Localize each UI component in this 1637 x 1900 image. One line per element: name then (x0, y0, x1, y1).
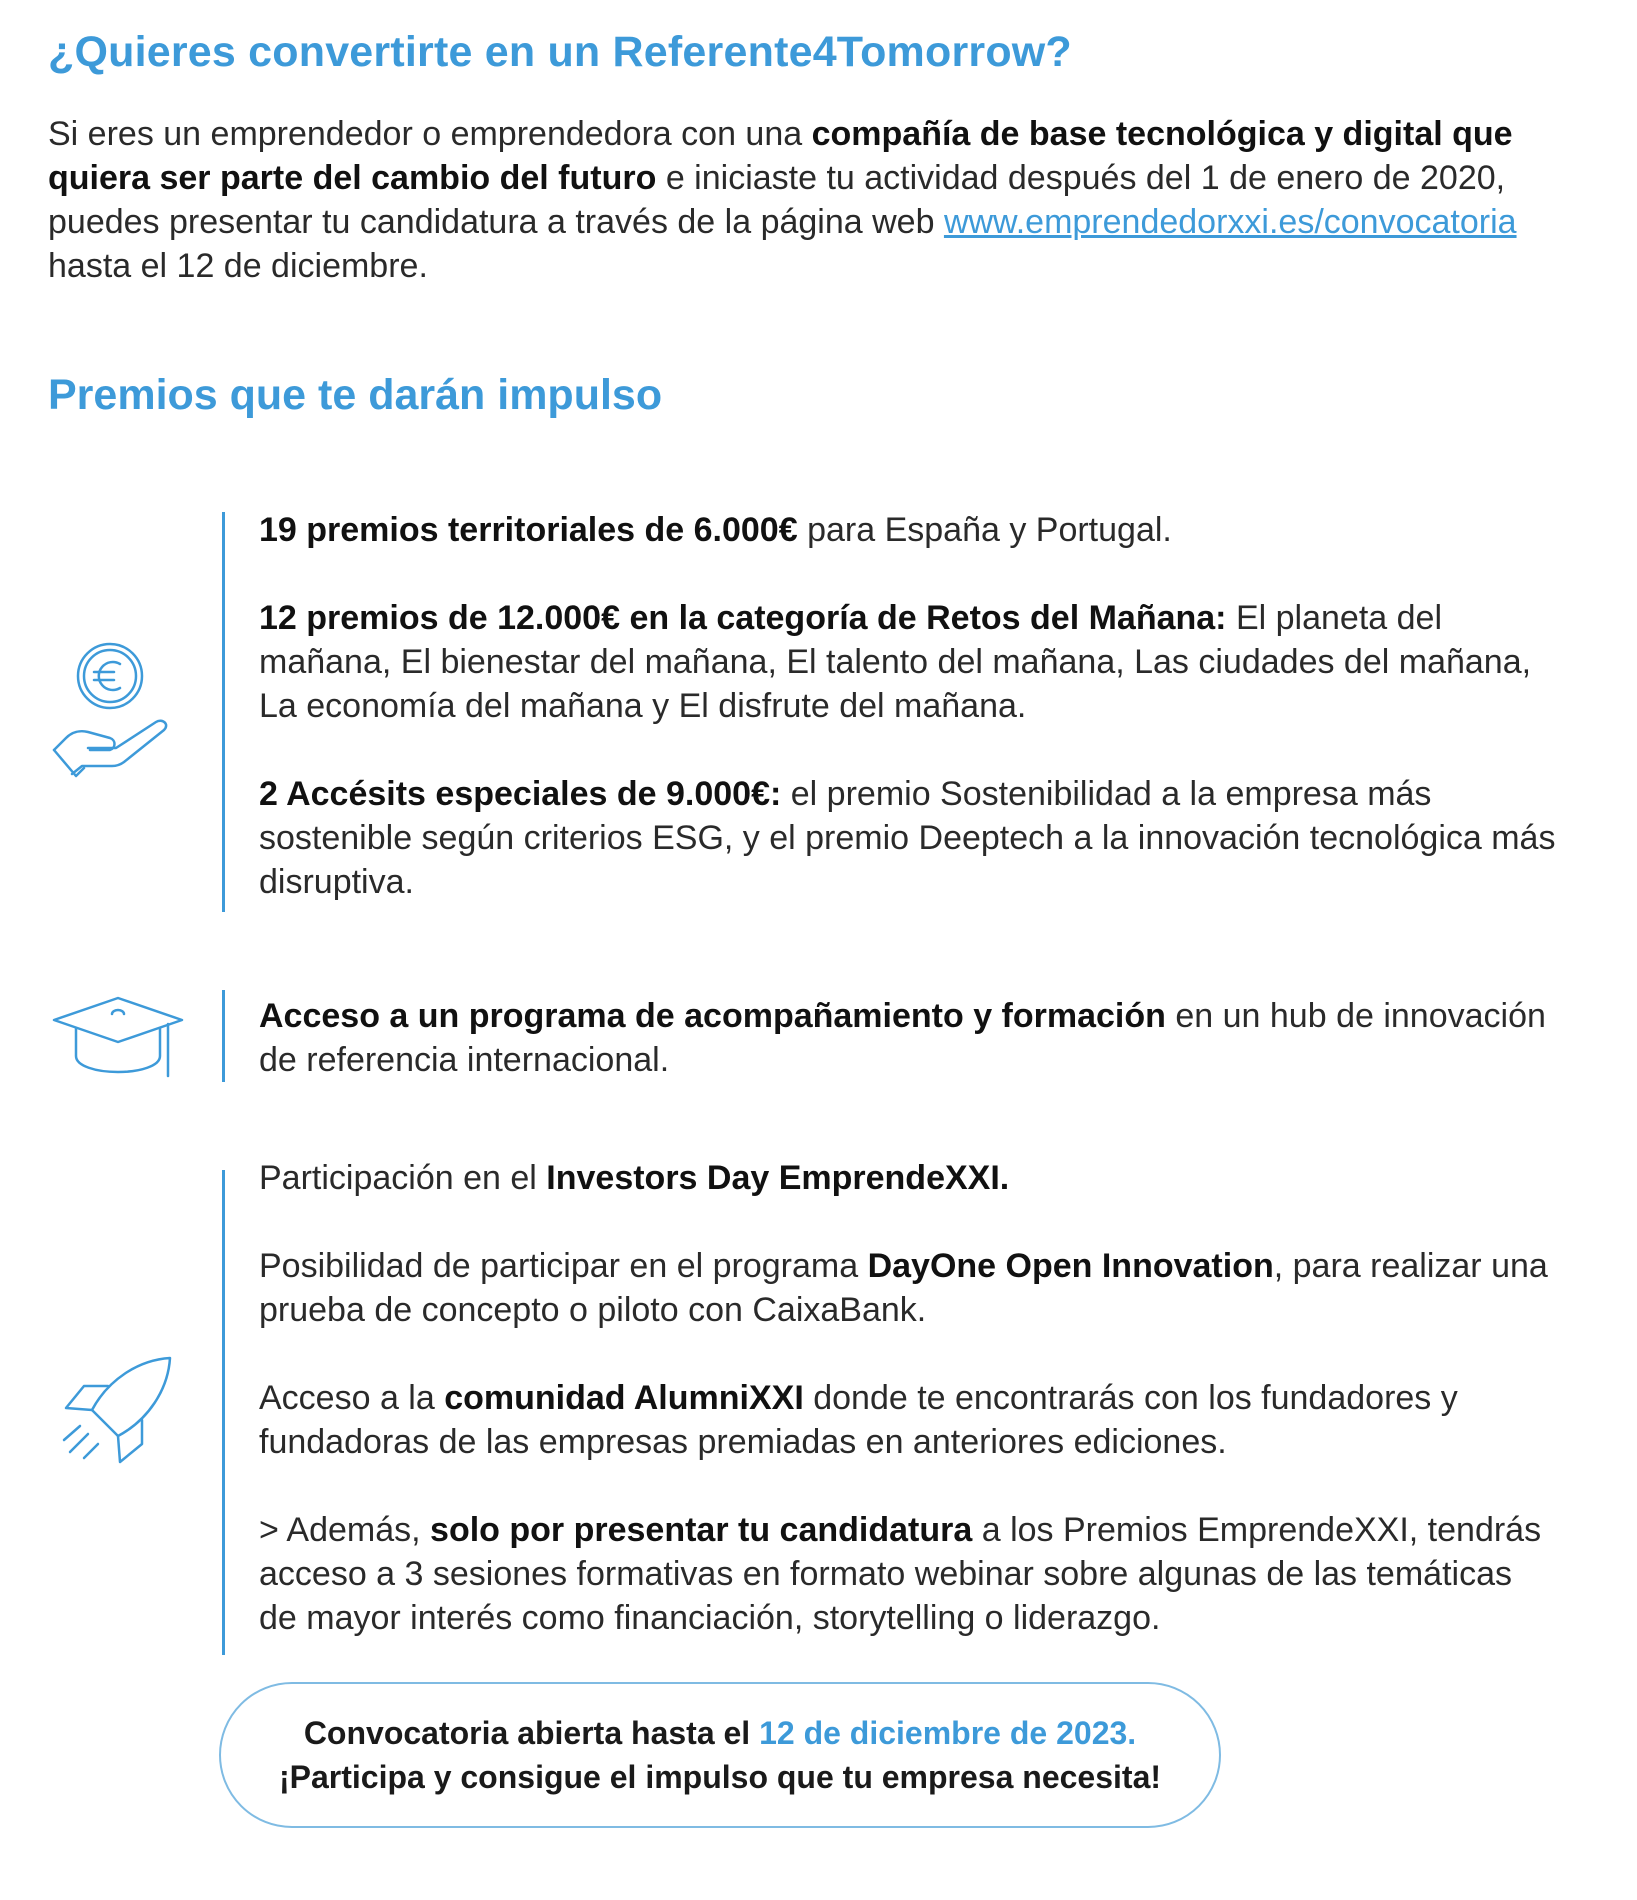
webinar-bold: solo por presentar tu candidatura (430, 1511, 973, 1549)
training-bold: Acceso a un programa de acompañamiento y formación (259, 997, 1166, 1035)
alumni-bold: comunidad AlumniXXI (444, 1379, 804, 1417)
dayone-bold: DayOne Open Innovation (867, 1247, 1274, 1285)
prize-accesits-text: el premio Sostenibilidad a la empresa más sostenible según criterios ESG, y el premio Deeptech a la innovación tecnológica más disruptiva. (259, 775, 1556, 901)
prize-retos-text: El planeta del mañana, El bienestar del mañana, El talento del mañana, Las ciudades del mañana, La economía del mañana y El disfrute del mañana. (259, 599, 1532, 725)
prize-territorial-bold: 19 premios territoriales de 6.000€ (259, 511, 798, 549)
rocket-icon (58, 1356, 176, 1466)
intro-bold: compañía de base tecnológica y digital que quiera ser parte del cambio del futuro (48, 115, 1513, 197)
intro-text: Si eres un emprendedor o emprendedora con una (48, 115, 812, 153)
dayone-text: , para realizar una prueba de concepto o piloto con CaixaBank. (259, 1247, 1548, 1329)
webinar-text: a los Premios EmprendeXXI, tendrás acceso a 3 sesiones formativas en formato webinar sobre algunas de las temáticas de mayor interés como financiación, storytelling o liderazgo. (259, 1511, 1542, 1637)
benefits-block (259, 1156, 1559, 1640)
prize-territorial-text: para España y Portugal. (797, 511, 1172, 549)
investors-text: Participación en el (259, 1159, 547, 1197)
alumni-text: donde te encontrarás con los fundadores y fundadoras de las empresas premiadas en anteriores ediciones. (259, 1379, 1458, 1461)
graduation-cap-icon (52, 994, 186, 1078)
intro-paragraph (48, 112, 1548, 288)
prizes-heading: Premios que te darán impulso (48, 371, 663, 419)
cta-line2: ¡Participa y consigue el impulso que tu empresa necesita! (278, 1759, 1162, 1795)
section-divider-line (222, 512, 225, 912)
alumni-text: Acceso a la (259, 1379, 445, 1417)
section-divider-line (222, 990, 225, 1082)
cta-line1-text: Convocatoria abierta hasta el (303, 1715, 760, 1751)
investors-bold: Investors Day EmprendeXXI. (546, 1159, 1010, 1197)
cta-date: 12 de diciembre de 2023. (759, 1715, 1137, 1751)
cta-banner (219, 1682, 1221, 1828)
training-block (259, 994, 1559, 1082)
dayone-text: Posibilidad de participar en el programa (259, 1247, 868, 1285)
convocatoria-link[interactable]: www.emprendedorxxi.es/convocatoria (943, 203, 1517, 241)
intro-text: hasta el 12 de diciembre. (48, 247, 428, 285)
prizes-block (259, 508, 1559, 904)
page-title: ¿Quieres convertirte en un Referente4Tomorrow? (48, 28, 1072, 76)
prize-accesits-bold: 2 Accésits especiales de 9.000€: (259, 775, 782, 813)
cta-line1 (304, 1711, 1136, 1755)
section-divider-line (222, 1170, 225, 1655)
prize-retos-bold: 12 premios de 12.000€ en la categoría de Retos del Mañana: (259, 599, 1227, 637)
euro-coin-hand-icon (52, 640, 176, 786)
webinar-text: > Además, (259, 1511, 431, 1549)
training-text: en un hub de innovación de referencia internacional. (259, 997, 1546, 1079)
intro-text: e iniciaste tu actividad después del 1 de enero de 2020, puedes presentar tu candidatura a través de la página web (48, 159, 1506, 241)
